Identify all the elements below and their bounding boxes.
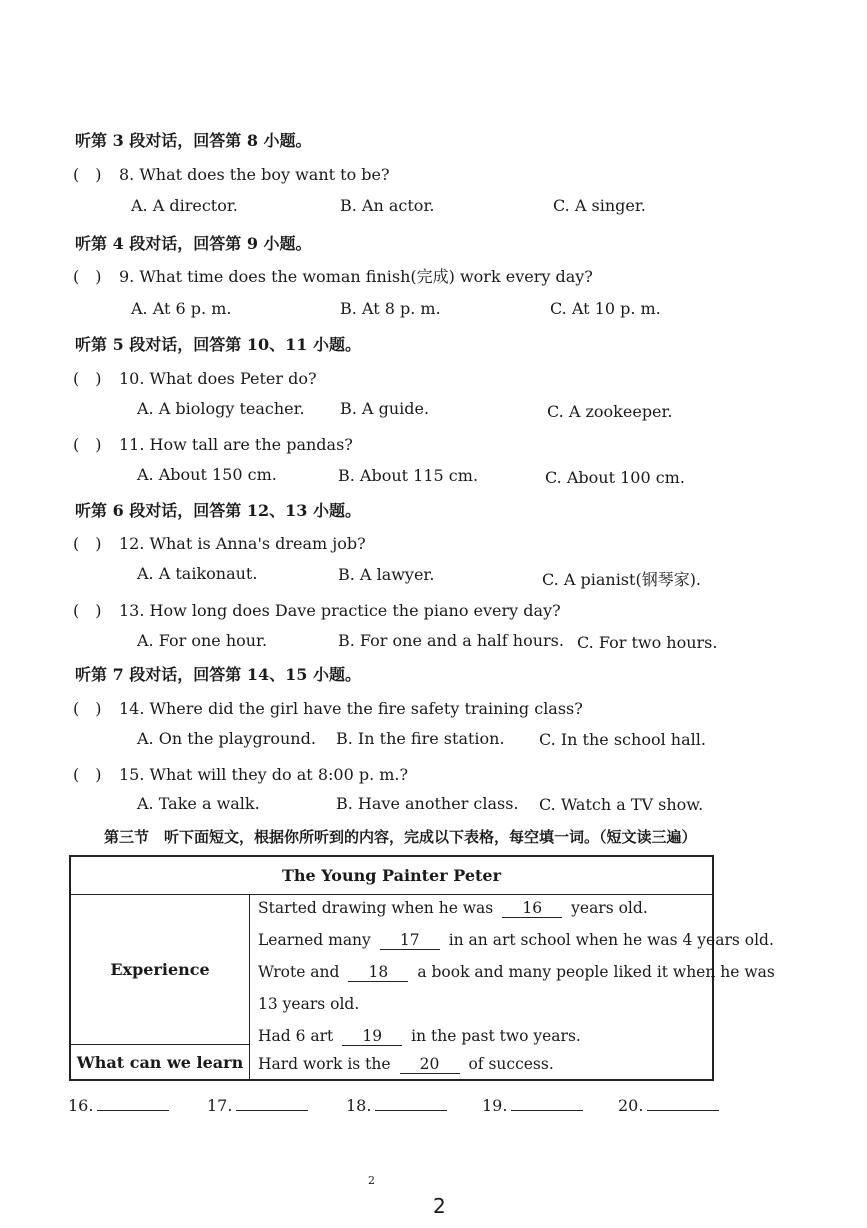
answer-bracket[interactable]: ( ) (73, 765, 102, 784)
option-b: B. Have another class. (336, 794, 519, 813)
option-c: C. Watch a TV show. (539, 795, 704, 814)
page-number-small: 2 (368, 1174, 375, 1187)
line-text: in the past two years. (411, 1027, 581, 1045)
line-text: in an art school when he was 4 years old. (448, 931, 774, 949)
table-line-5 (258, 1027, 581, 1046)
line-text: of success. (468, 1055, 554, 1073)
table-line-6 (258, 1055, 554, 1074)
option-b: B. A guide. (340, 399, 430, 418)
line-text: Started drawing when he was (258, 899, 494, 917)
question-stem: 10. What does Peter do? (119, 369, 317, 388)
answer-slot-19[interactable] (482, 1096, 583, 1115)
line-text: years old. (571, 899, 648, 917)
answer-bracket[interactable]: ( ) (73, 369, 102, 388)
line-text: Wrote and (258, 963, 340, 981)
line-text: Had 6 art (258, 1027, 334, 1045)
question-12 (73, 531, 366, 554)
answer-slot-16[interactable] (68, 1096, 169, 1115)
option-a: A. A taikonaut. (137, 564, 258, 583)
question-stem: 9. What time does the woman finish(完成) work every day? (119, 267, 593, 286)
blank-18[interactable]: 18 (348, 963, 408, 982)
question-8 (73, 162, 390, 185)
row-label-experience: Experience (71, 895, 250, 1045)
table-line-1 (258, 899, 648, 918)
table-line-3 (258, 963, 775, 982)
section-heading-3: 听第 3 段对话，回答第 8 小题。 (75, 131, 312, 150)
part-three-instructions: 第三节 听下面短文，根据你所听到的内容，完成以下表格，每空填一词。（短文读三遍） (104, 828, 697, 846)
option-a: A. Take a walk. (137, 794, 260, 813)
answer-number: 17. (207, 1096, 233, 1115)
option-c: C. About 100 cm. (545, 468, 685, 487)
answer-slot-20[interactable] (618, 1096, 719, 1115)
option-a: A. For one hour. (137, 631, 268, 650)
line-text: Learned many (258, 931, 371, 949)
answer-number: 18. (346, 1096, 372, 1115)
answer-number: 19. (482, 1096, 508, 1115)
option-a: A. On the playground. (137, 729, 316, 748)
option-b: B. For one and a half hours. (338, 631, 564, 650)
row-label-what-can-we-learn: What can we learn (71, 1045, 250, 1079)
answer-line[interactable] (97, 1096, 169, 1111)
question-stem: 8. What does the boy want to be? (119, 165, 390, 184)
question-10 (73, 366, 317, 389)
question-stem: 14. Where did the girl have the fire safety training class? (119, 699, 583, 718)
blank-19[interactable]: 19 (342, 1027, 402, 1046)
option-b: B. A lawyer. (338, 565, 435, 584)
answer-bracket[interactable]: ( ) (73, 267, 102, 286)
option-b: B. About 115 cm. (338, 466, 479, 485)
question-9 (73, 264, 593, 287)
question-11 (73, 432, 353, 455)
question-stem: 12. What is Anna's dream job? (119, 534, 366, 553)
answer-bracket[interactable]: ( ) (73, 601, 102, 620)
answer-bracket[interactable]: ( ) (73, 435, 102, 454)
answer-line[interactable] (236, 1096, 308, 1111)
line-text: a book and many people liked it when he was (417, 963, 775, 981)
question-14 (73, 696, 583, 719)
blank-20[interactable]: 20 (400, 1055, 460, 1074)
table-line-4: 13 years old. (258, 995, 360, 1013)
answer-bracket[interactable]: ( ) (73, 534, 102, 553)
blank-16[interactable]: 16 (502, 899, 562, 918)
option-c: C. In the school hall. (539, 730, 706, 749)
fill-in-table (69, 855, 775, 1081)
option-a: A. A director. (131, 196, 238, 215)
answer-slot-18[interactable] (346, 1096, 447, 1115)
answer-bracket[interactable]: ( ) (73, 699, 102, 718)
answer-line[interactable] (375, 1096, 447, 1111)
option-c: C. At 10 p. m. (550, 299, 661, 318)
table-title: The Young Painter Peter (71, 857, 712, 895)
option-b: B. An actor. (340, 196, 435, 215)
blank-17[interactable]: 17 (380, 931, 440, 950)
option-c: C. For two hours. (577, 633, 718, 652)
answer-line[interactable] (511, 1096, 583, 1111)
option-c: C. A singer. (553, 196, 646, 215)
question-stem: 11. How tall are the pandas? (119, 435, 353, 454)
answer-number: 16. (68, 1096, 94, 1115)
table-line-2 (258, 931, 774, 950)
page-number: 2 (433, 1194, 446, 1218)
question-stem: 15. What will they do at 8:00 p. m.? (119, 765, 409, 784)
question-13 (73, 598, 561, 621)
option-b: B. In the fire station. (336, 729, 505, 748)
section-heading-6: 听第 6 段对话，回答第 12、13 小题。 (75, 501, 361, 520)
option-a: A. About 150 cm. (137, 465, 277, 484)
question-15 (73, 762, 408, 785)
section-heading-4: 听第 4 段对话，回答第 9 小题。 (75, 234, 312, 253)
option-a: A. A biology teacher. (137, 399, 305, 418)
option-c: C. A pianist(钢琴家). (542, 570, 702, 589)
answer-line[interactable] (647, 1096, 719, 1111)
option-a: A. At 6 p. m. (131, 299, 232, 318)
question-stem: 13. How long does Dave practice the piano every day? (119, 601, 561, 620)
line-text: Hard work is the (258, 1055, 391, 1073)
answer-bracket[interactable]: ( ) (73, 165, 102, 184)
section-heading-7: 听第 7 段对话，回答第 14、15 小题。 (75, 665, 361, 684)
section-heading-5: 听第 5 段对话，回答第 10、11 小题。 (75, 335, 361, 354)
answer-number: 20. (618, 1096, 644, 1115)
option-c: C. A zookeeper. (547, 402, 673, 421)
answer-slot-17[interactable] (207, 1096, 308, 1115)
option-b: B. At 8 p. m. (340, 299, 441, 318)
